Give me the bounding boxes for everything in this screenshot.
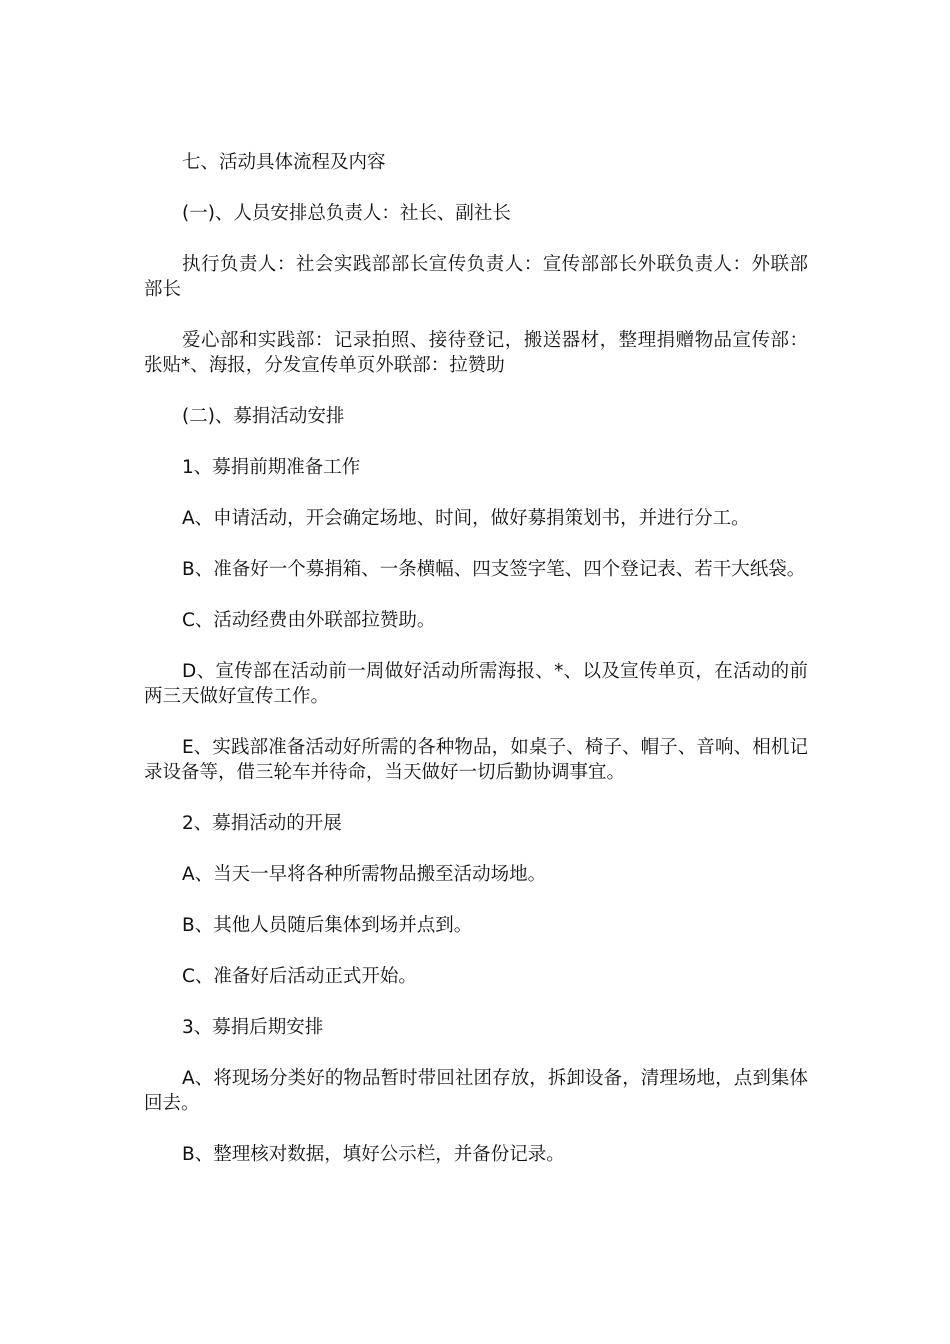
- paragraph: 爱心部和实践部：记录拍照、接待登记，搬送器材，整理捐赠物品宣传部：张贴*、海报，分发宣传单页外联部：拉赞助: [144, 330, 808, 376]
- list-item: B、整理核对数据，填好公示栏，并备份记录。: [182, 1144, 565, 1165]
- item-heading: 1、募捐前期准备工作: [182, 457, 361, 478]
- section-heading: 七、活动具体流程及内容: [182, 152, 386, 173]
- list-item: B、其他人员随后集体到场并点到。: [182, 915, 473, 936]
- list-item: A、将现场分类好的物品暂时带回社团存放，拆卸设备，清理场地，点到集体回去。: [144, 1068, 808, 1114]
- item-heading: 3、募捐后期安排: [182, 1017, 324, 1038]
- list-item: C、准备好后活动正式开始。: [182, 966, 417, 987]
- paragraph: 执行负责人：社会实践部部长宣传负责人：宣传部部长外联负责人：外联部部长: [144, 254, 808, 300]
- list-item: E、实践部准备活动好所需的各种物品，如桌子、椅子、帽子、音响、相机记录设备等，借三轮车并待命，当天做好一切后勤协调事宜。: [144, 737, 808, 783]
- subsection-heading: (二)、募捐活动安排: [182, 406, 345, 427]
- document-body: [144, 150, 808, 1193]
- list-item: C、活动经费由外联部拉赞助。: [182, 610, 436, 631]
- list-item: A、申请活动，开会确定场地、时间，做好募捐策划书，并进行分工。: [182, 508, 750, 529]
- list-item: D、宣传部在活动前一周做好活动所需海报、*、以及宣传单页，在活动的前两三天做好宣传工作。: [144, 661, 808, 707]
- item-heading: 2、募捐活动的开展: [182, 813, 342, 834]
- list-item: A、当天一早将各种所需物品搬至活动场地。: [182, 864, 547, 885]
- subsection-heading: (一)、人员安排总负责人：社长、副社长: [182, 203, 511, 224]
- list-item: B、准备好一个募捐箱、一条横幅、四支签字笔、四个登记表、若干大纸袋。: [182, 559, 806, 580]
